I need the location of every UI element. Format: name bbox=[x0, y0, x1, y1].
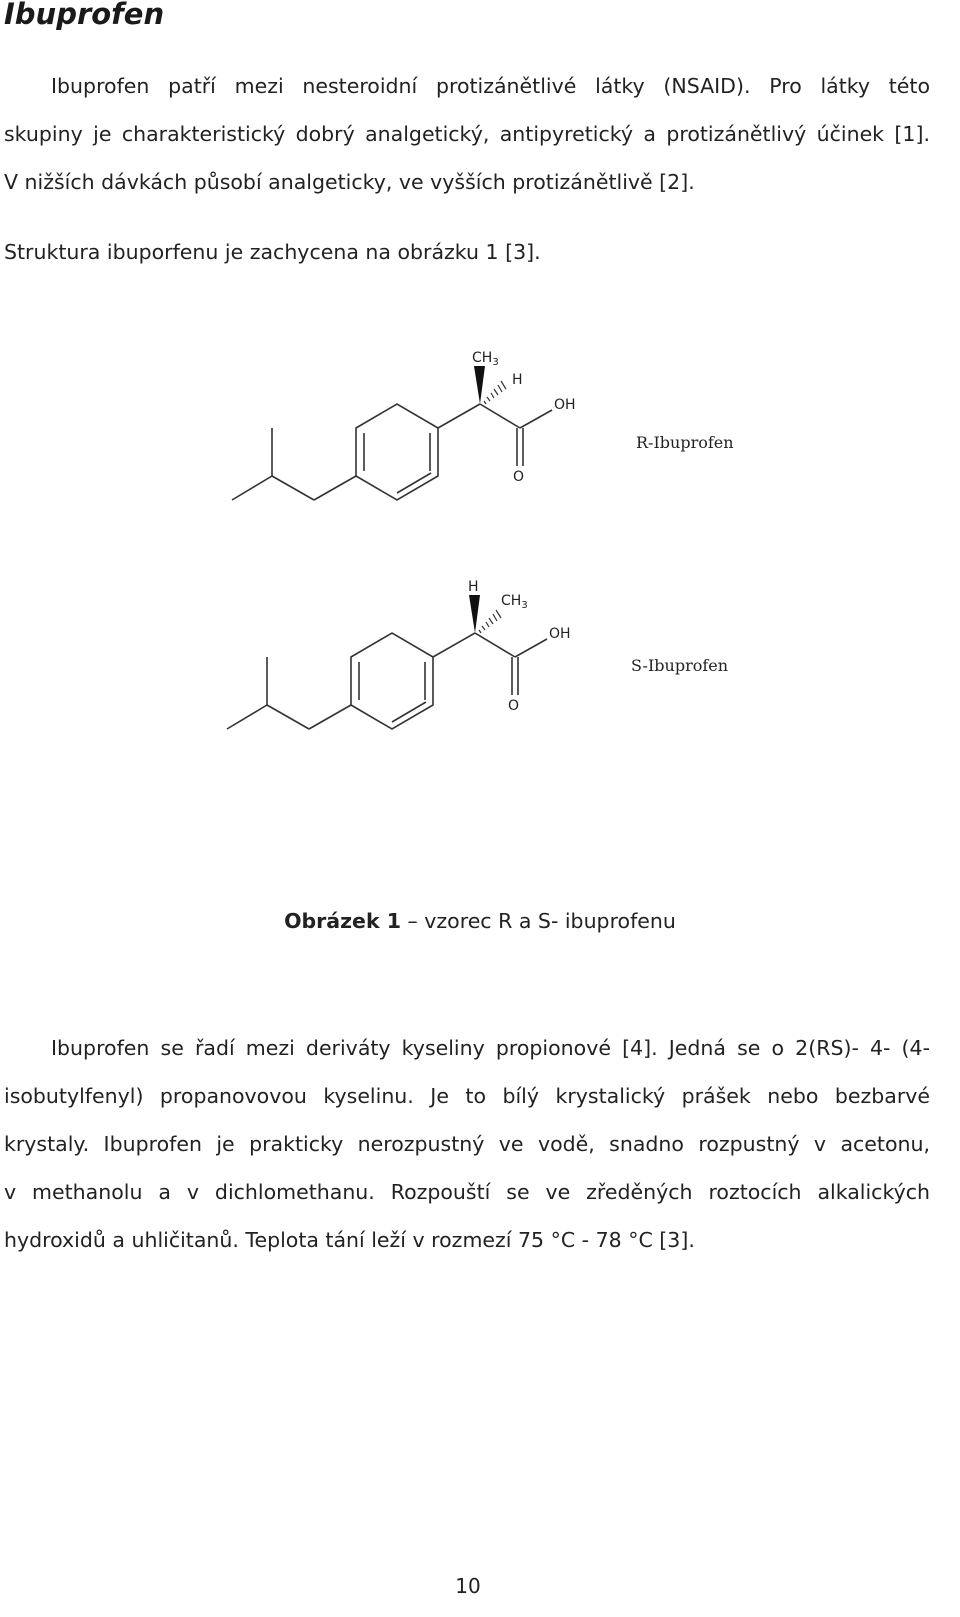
atom-label: OH bbox=[549, 626, 571, 642]
paragraph-line: isobutylfenyl) propanovovou kyselinu. Je to bílý krystalický prášek nebo bezbarvé bbox=[4, 1084, 930, 1108]
atom-label: OH bbox=[554, 397, 576, 413]
paragraph-line: Ibuprofen patří mezi nesteroidní protizánětlivé látky (NSAID). Pro látky této bbox=[51, 74, 930, 98]
paragraph-line: Ibuprofen se řadí mezi deriváty kyseliny propionové [4]. Jedná se o 2(RS)- 4- (4- bbox=[51, 1036, 930, 1060]
figure-caption bbox=[0, 906, 960, 936]
paragraph-properties bbox=[4, 1024, 930, 1264]
r-ibuprofen-structure bbox=[232, 381, 552, 500]
paragraph-line: Struktura ibuporfenu je zachycena na obrázku 1 [3]. bbox=[4, 240, 541, 264]
paragraph-line: krystaly. Ibuprofen je prakticky nerozpustný ve vodě, snadno rozpustný v acetonu, bbox=[4, 1132, 930, 1156]
ibuprofen-structure-figure bbox=[0, 330, 960, 770]
wedge-bond bbox=[474, 366, 485, 404]
atom-label: H bbox=[468, 579, 479, 595]
paragraph-line: hydroxidů a uhličitanů. Teplota tání leží v rozmezí 75 °C - 78 °C [3]. bbox=[4, 1228, 695, 1252]
atom-label: O bbox=[513, 469, 525, 485]
paragraph-intro bbox=[4, 62, 930, 206]
page-number: 10 bbox=[455, 1574, 481, 1598]
page-heading: Ibuprofen bbox=[4, 0, 165, 31]
paragraph-line: skupiny je charakteristický dobrý analgetický, antipyretický a protizánětlivý účinek [1]. bbox=[4, 122, 930, 146]
atom-label: $CH_3$ bbox=[472, 350, 499, 368]
atom-label: H bbox=[512, 372, 523, 388]
atom-label: $CH_3$ bbox=[501, 593, 528, 611]
caption-text: – vzorec R a S- ibuprofenu bbox=[401, 909, 676, 933]
s-ibuprofen-structure bbox=[227, 610, 547, 729]
s-ibuprofen-label: S-Ibuprofen bbox=[631, 656, 729, 675]
r-ibuprofen-label: R-Ibuprofen bbox=[636, 433, 734, 452]
paragraph-structure bbox=[4, 228, 930, 276]
paragraph-line: v methanolu a v dichlomethanu. Rozpouští se ve zředěných roztocích alkalických bbox=[4, 1180, 930, 1204]
wedge-bond bbox=[469, 595, 480, 633]
caption-label: Obrázek 1 bbox=[284, 909, 401, 933]
atom-label: O bbox=[508, 698, 520, 714]
paragraph-line: V nižších dávkách působí analgeticky, ve vyšších protizánětlivě [2]. bbox=[4, 170, 695, 194]
